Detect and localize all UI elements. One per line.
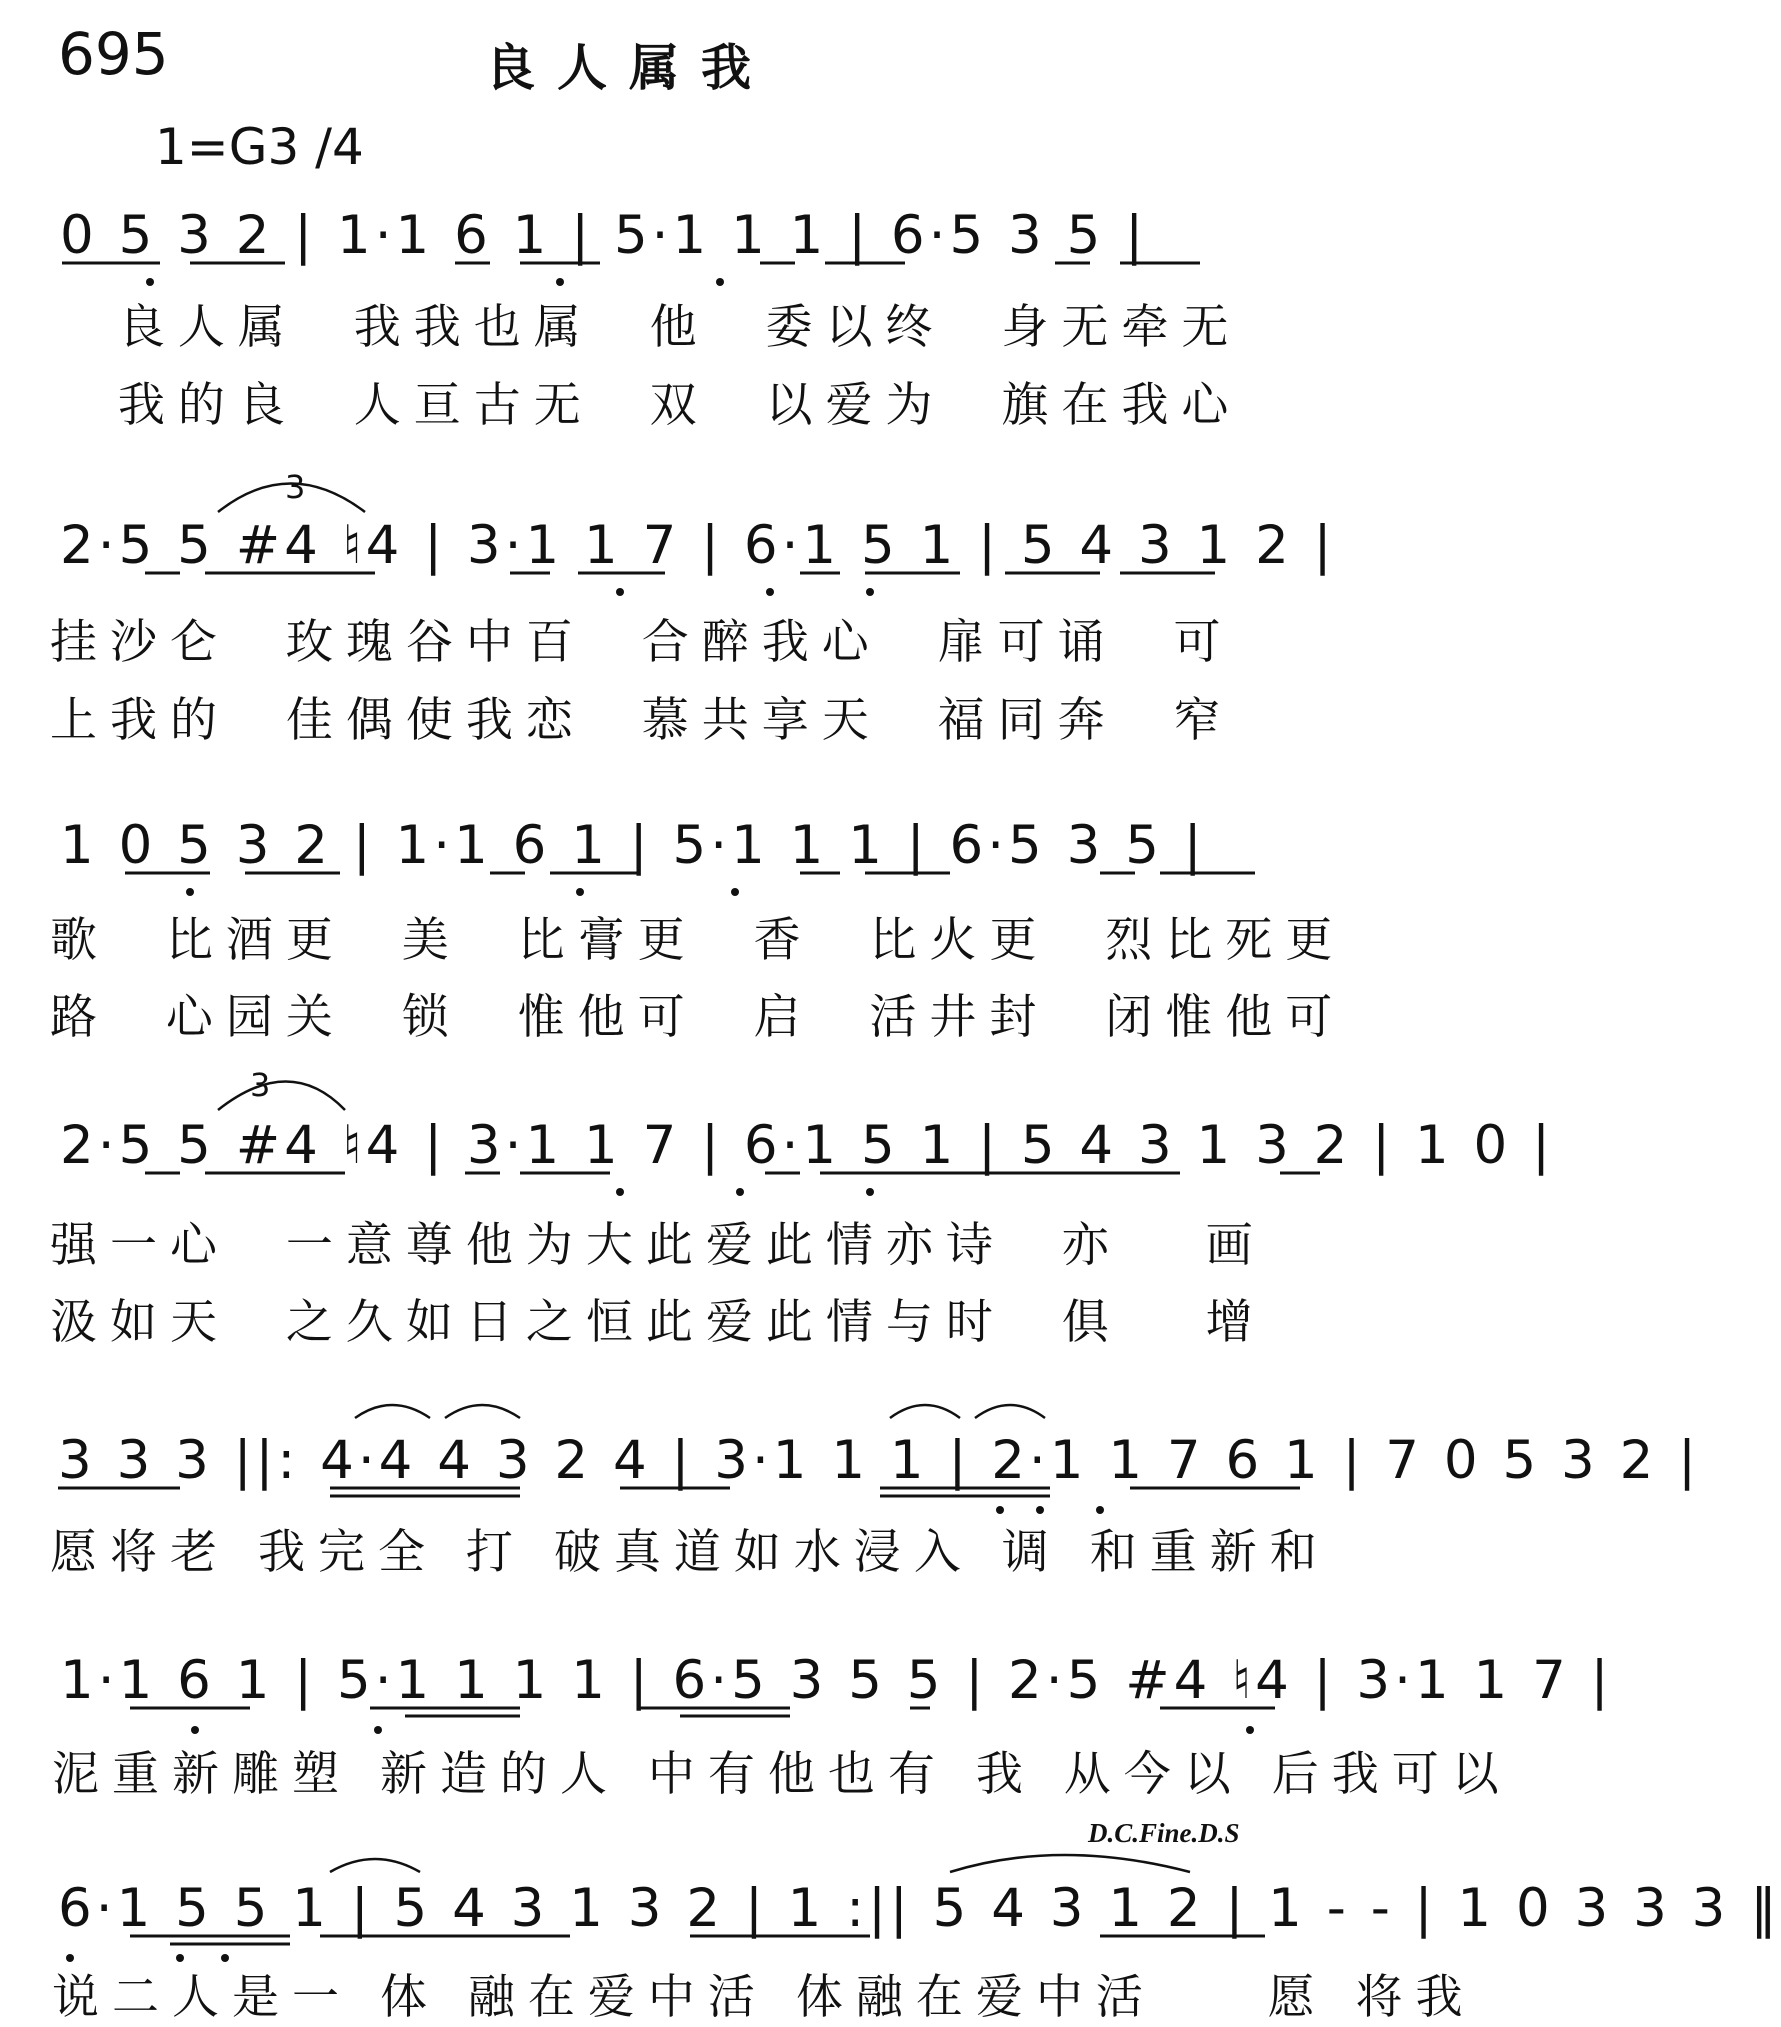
da-capo-mark: D.C.Fine.D.S [1088,1818,1240,1848]
notation-line-4: 2·5 5 #4 ♮4 | 3·1 1 7 | 6·1 5 1 | 5 4 3 1 3 2 | 1 0 | [60,1115,1554,1176]
lyrics-line-5: 愿将老 我完全 打 破真道如水浸入 调 和重新和 [50,1525,1330,1580]
lyrics-line-3-verse-2: 路 心园关 锁 惟他可 启 活井封 闭惟他可 [50,990,1346,1045]
hymn-title: 良人属我 [485,38,773,97]
slur-arcs [218,484,1190,1873]
notation-line-3: 1 0 5 3 2 | 1·1 6 1 | 5·1 1 1 | 6·5 3 5 | [60,815,1206,876]
lyrics-line-7: 说二人是一 体 融在爱中活 体融在爱中活 愿 将我 [52,1970,1476,2025]
svg-text:3: 3 [285,468,306,506]
notation-line-7: 6·1 5 5 1 | 5 4 3 1 3 2 | 1 :|| 5 4 3 1 2 | 1 - - | 1 0 3 3 3 ‖ [58,1878,1781,1939]
lyrics-line-6: 泥重新雕塑 新造的人 中有他也有 我 从今以 后我可以 [52,1747,1512,1802]
key-signature: 1=G3 /4 [155,118,364,176]
beam-underlines [58,263,1320,1944]
lyrics-line-1-verse-1: 良人属 我我也属 他 委以终 身无牵无 [62,300,1242,355]
lyrics-line-2-verse-2: 上我的 佳偶使我恋 慕共享天 福同奔 窄 [50,693,1234,748]
triplet-numbers [250,468,305,1104]
lyrics-line-4-verse-1: 强一心 一意尊他为大此爱此情亦诗 亦 画 [50,1218,1266,1273]
svg-text:3: 3 [250,1066,271,1104]
lyrics-line-1-verse-2: 我的良 人亘古无 双 以爱为 旗在我心 [62,378,1242,433]
notation-line-6: 1·1 6 1 | 5·1 1 1 1 | 6·5 3 5 5 | 2·5 #4 ♮4 | 3·1 1 7 | [60,1650,1613,1711]
lyrics-line-4-verse-2: 汲如天 之久如日之恒此爱此情与时 俱 增 [50,1295,1266,1350]
notation-line-5: 3 3 3 ||: 4·4 4 3 2 4 | 3·1 1 1 | 2·1 1 7 6 1 | 7 0 5 3 2 | [58,1430,1701,1491]
lyrics-line-3-verse-1: 歌 比酒更 美 比膏更 香 比火更 烈比死更 [50,913,1346,968]
hymn-number: 695 [58,20,169,88]
notation-line-1: 0 5 3 2 | 1·1 6 1 | 5·1 1 1 | 6·5 3 5 | [60,205,1148,266]
lyrics-line-2-verse-1: 挂沙仑 玫瑰谷中百 合醉我心 扉可诵 可 [50,615,1234,670]
notation-line-2: 2·5 5 #4 ♮4 | 3·1 1 7 | 6·1 5 1 | 5 4 3 1 2 | [60,515,1336,576]
